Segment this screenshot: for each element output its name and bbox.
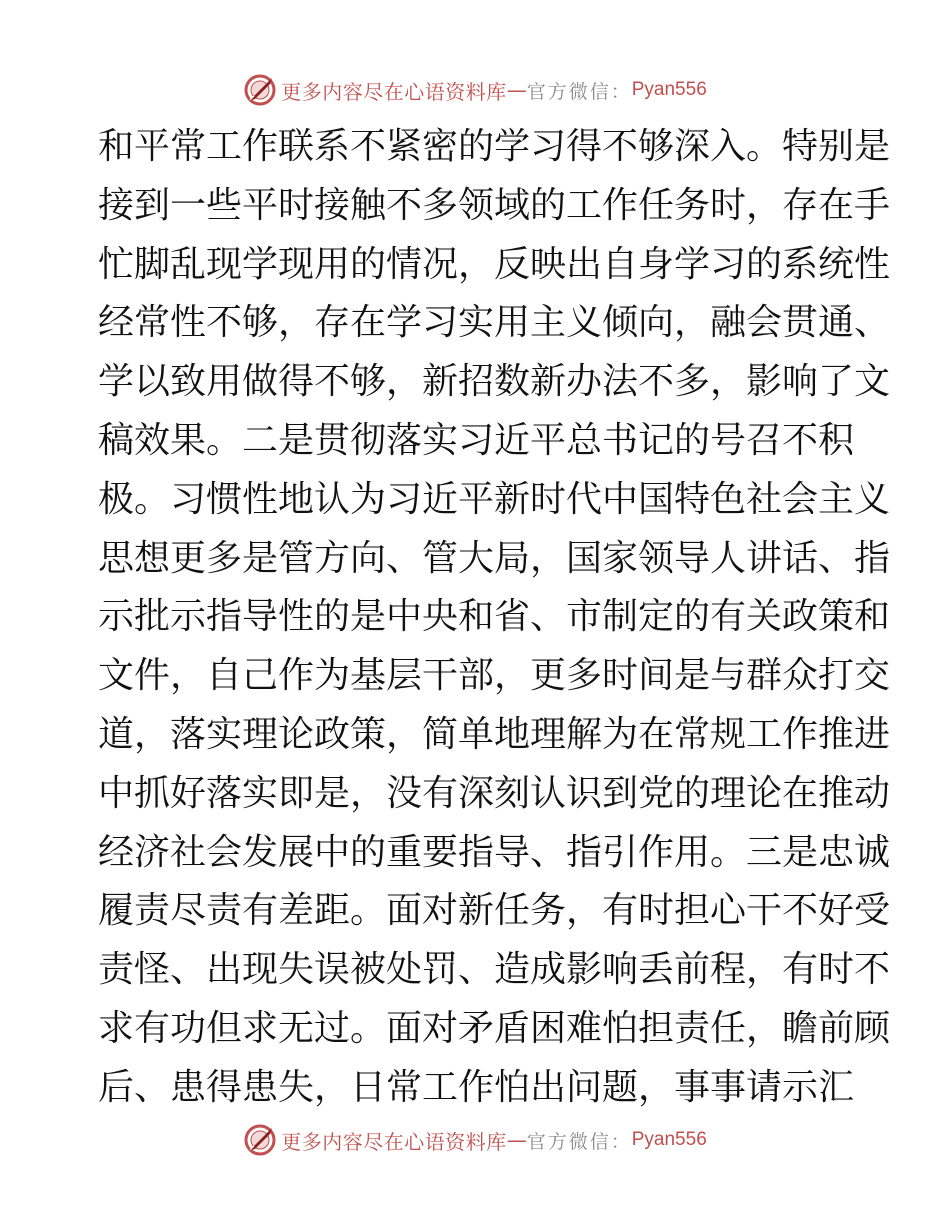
body-line: 示批示指导性的是中央和省、市制定的有关政策和: [98, 596, 891, 638]
document-body: [98, 118, 891, 1118]
banner-brand-text: Pyan556: [631, 79, 707, 100]
body-line: 责怪、出现失误被处罚、造成影响丢前程，有时不: [98, 949, 891, 991]
header-banner: [0, 70, 950, 110]
body-line: 履责尽责有差距。面对新任务，有时担心干不好受: [98, 890, 891, 932]
body-line: 学以致用做得不够，新招数新办法不多，影响了文: [98, 361, 891, 403]
body-line: 经常性不够，存在学习实用主义倾向，融会贯通、: [98, 302, 891, 344]
banner-secondary-text: 官方微信：: [526, 1130, 632, 1153]
body-line: 求有功但求无过。面对矛盾困难怕担责任，瞻前顾: [98, 1007, 891, 1049]
quill-pen-logo-icon: [243, 73, 277, 107]
body-line: 后、患得患失，日常工作怕出问题，事事请示汇: [98, 1066, 855, 1108]
banner-dash: —: [506, 78, 527, 102]
body-line: 接到一些平时接触不多领域的工作任务时，存在手: [98, 184, 891, 226]
body-line: 稿效果。二是贯彻落实习近平总书记的号召不积: [98, 419, 855, 461]
body-line: 思想更多是管方向、管大局，国家领导人讲话、指: [98, 537, 891, 579]
body-line: 忙脚乱现学现用的情况，反映出自身学习的系统性: [98, 243, 891, 285]
banner-brand-text: Pyan556: [631, 1129, 707, 1150]
body-line: 极。习惯性地认为习近平新时代中国特色社会主义: [98, 478, 891, 520]
banner-secondary-text: 官方微信：: [526, 80, 632, 103]
footer-banner: [0, 1120, 950, 1160]
body-line: 中抓好落实即是，没有深刻认识到党的理论在推动: [98, 772, 891, 814]
body-line: 和平常工作联系不紧密的学习得不够深入。特别是: [98, 126, 891, 167]
banner-primary-text: 更多内容尽在心语资料库: [281, 1129, 507, 1154]
banner-primary-text: 更多内容尽在心语资料库: [281, 79, 507, 104]
banner-dash: —: [506, 1128, 527, 1152]
body-line: 文件，自己作为基层干部，更多时间是与群众打交: [98, 655, 891, 697]
body-line: 经济社会发展中的重要指导、指引作用。三是忠诚: [98, 831, 891, 873]
body-line: 道，落实理论政策，简单地理解为在常规工作推进: [98, 713, 891, 755]
quill-pen-logo-icon: [243, 1123, 277, 1157]
